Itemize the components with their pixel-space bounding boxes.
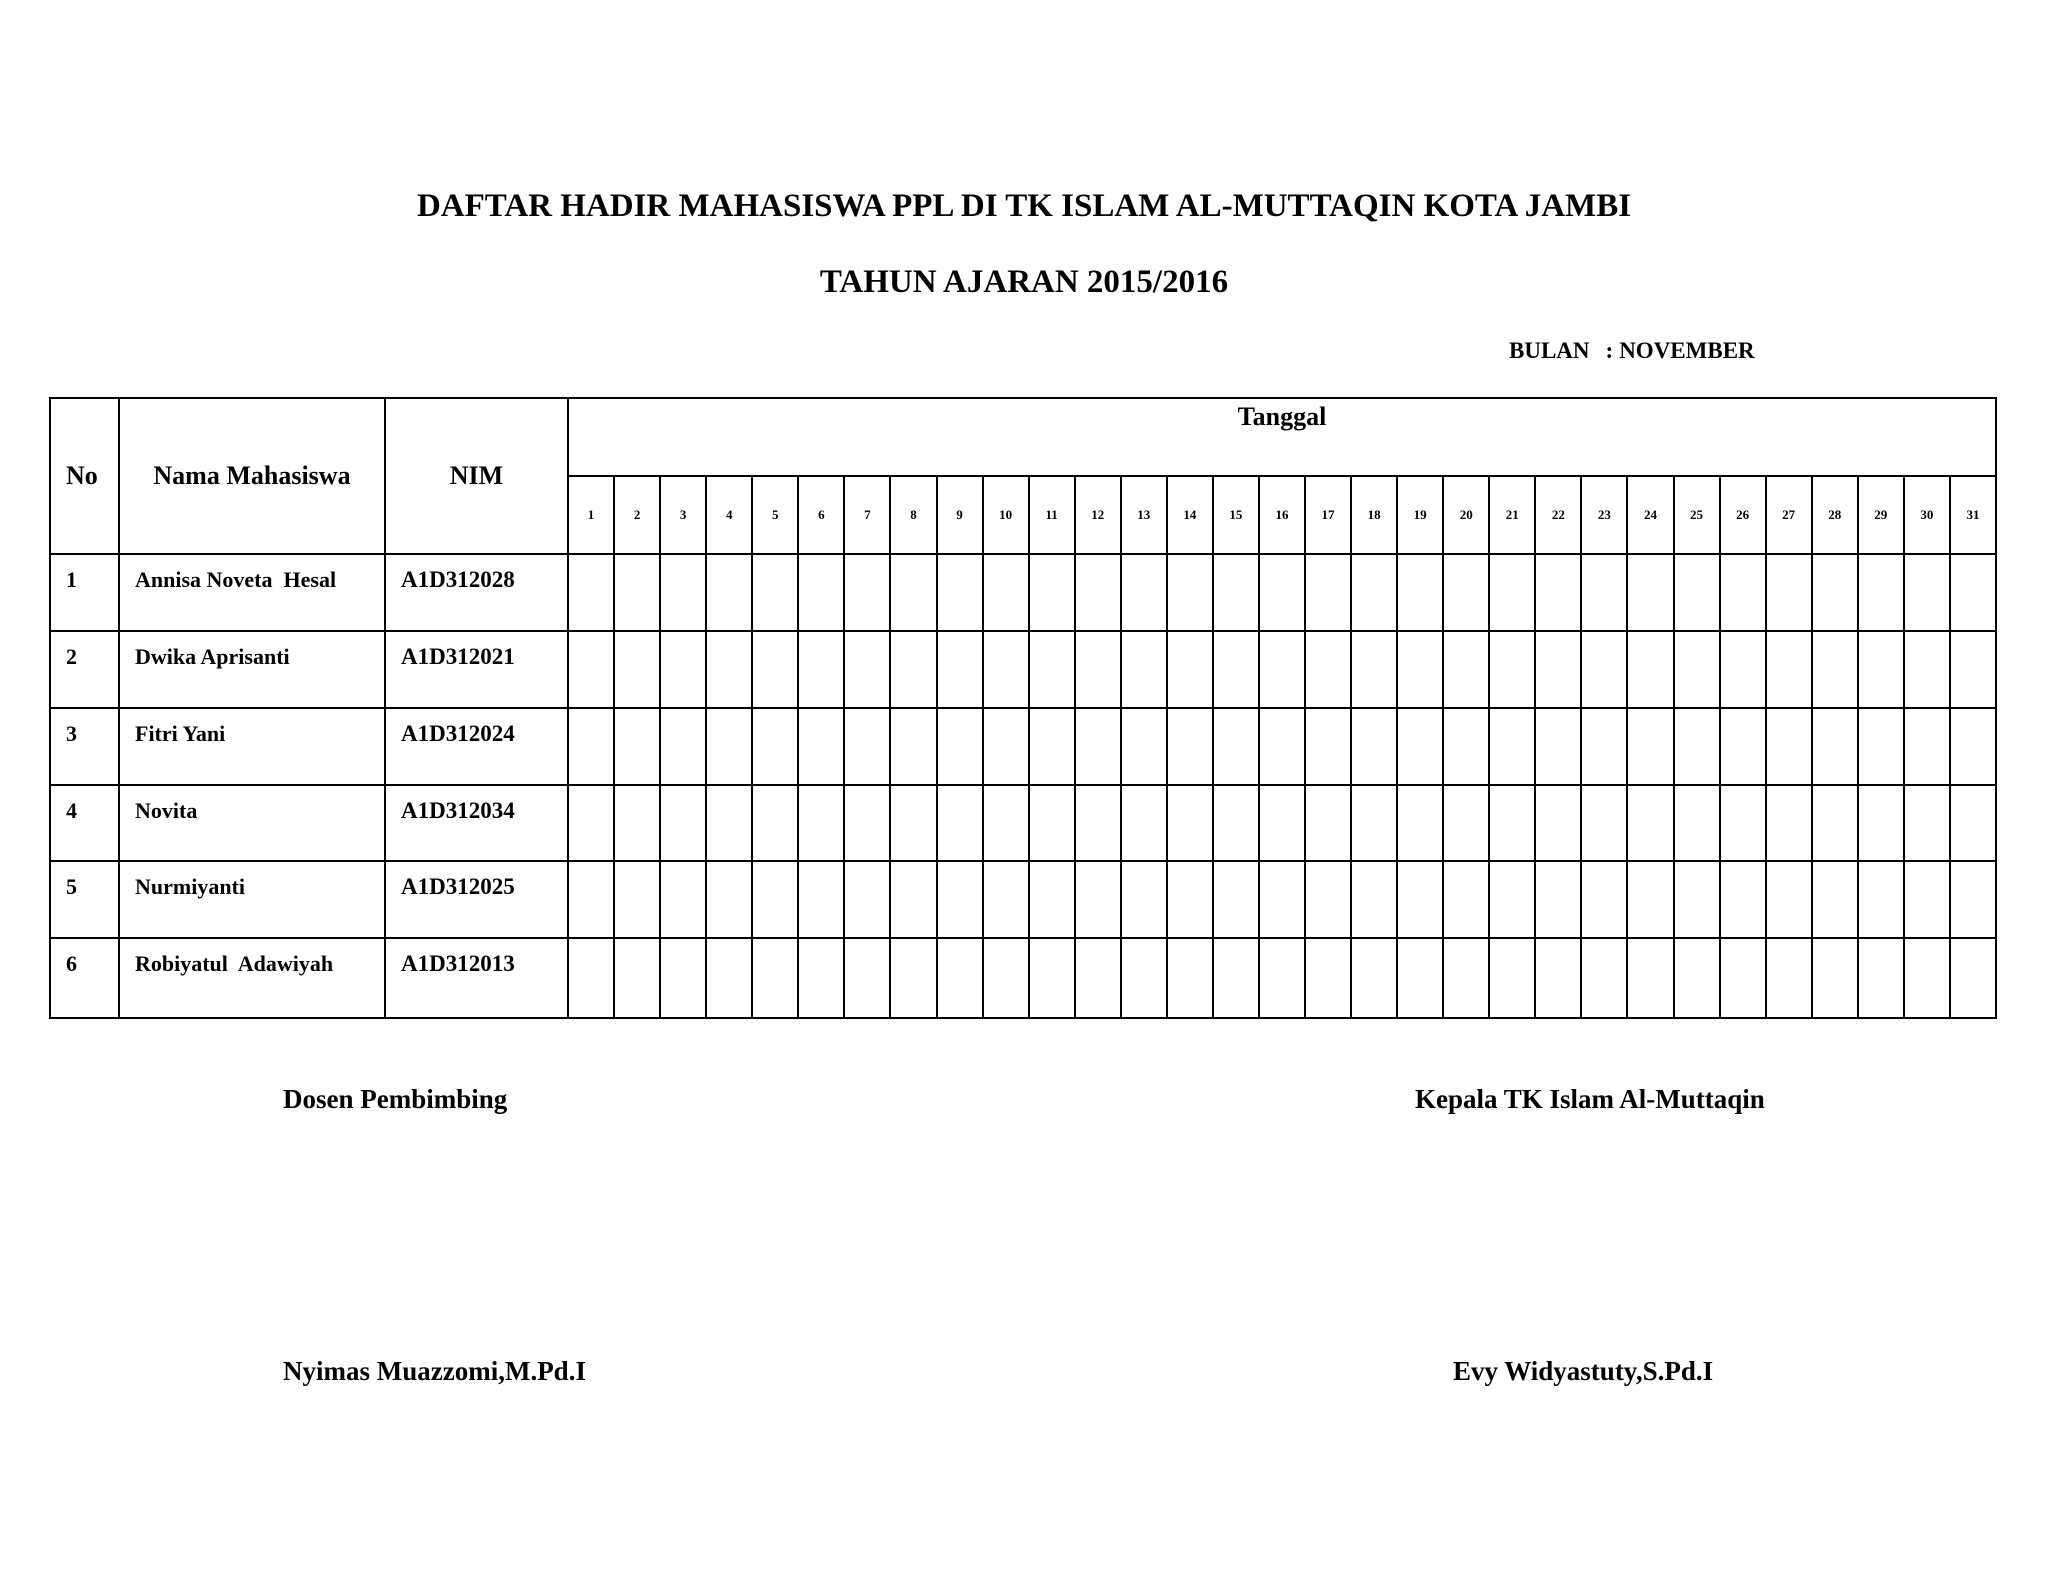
attendance-cell[interactable]: [798, 554, 844, 631]
attendance-cell[interactable]: [1029, 554, 1075, 631]
attendance-cell[interactable]: [798, 785, 844, 861]
attendance-cell[interactable]: [614, 938, 660, 1018]
attendance-cell[interactable]: [1904, 938, 1950, 1018]
attendance-cell[interactable]: [1489, 708, 1535, 785]
attendance-cell[interactable]: [1720, 631, 1766, 708]
day-header: 17: [1305, 476, 1351, 554]
attendance-cell[interactable]: [752, 708, 798, 785]
attendance-cell[interactable]: [1121, 785, 1167, 861]
attendance-cell[interactable]: [1489, 631, 1535, 708]
signature-right-name: Evy Widyastuty,S.Pd.I: [1453, 1356, 1714, 1386]
attendance-cell[interactable]: [1858, 785, 1904, 861]
day-header: 8: [890, 476, 936, 554]
attendance-cell[interactable]: [1075, 631, 1121, 708]
attendance-cell[interactable]: [1904, 631, 1950, 708]
attendance-cell[interactable]: [1950, 631, 1996, 708]
table-row: [50, 938, 1996, 1018]
attendance-cell[interactable]: [1766, 631, 1812, 708]
attendance-cell[interactable]: [1489, 554, 1535, 631]
attendance-cell[interactable]: [1950, 785, 1996, 861]
attendance-cell[interactable]: [844, 708, 890, 785]
attendance-cell[interactable]: [1627, 861, 1673, 938]
attendance-cell[interactable]: [1535, 631, 1581, 708]
month-value: NOVEMBER: [1619, 338, 1755, 363]
day-header: 28: [1812, 476, 1858, 554]
day-header: 15: [1213, 476, 1259, 554]
attendance-cell[interactable]: [660, 554, 706, 631]
attendance-cell[interactable]: [1535, 785, 1581, 861]
attendance-cell[interactable]: [1397, 785, 1443, 861]
document-title: DAFTAR HADIR MAHASISWA PPL DI TK ISLAM AL-MUTTAQIN KOTA JAMBI: [416, 188, 1632, 224]
attendance-cell[interactable]: [1213, 785, 1259, 861]
attendance-cell[interactable]: [568, 708, 614, 785]
attendance-cell[interactable]: [844, 938, 890, 1018]
attendance-cell[interactable]: [1812, 938, 1858, 1018]
attendance-cell[interactable]: [1029, 785, 1075, 861]
attendance-cell[interactable]: [1443, 708, 1489, 785]
attendance-cell[interactable]: [1904, 861, 1950, 938]
attendance-cell[interactable]: [1858, 861, 1904, 938]
attendance-cell[interactable]: [706, 708, 752, 785]
attendance-cell[interactable]: [660, 861, 706, 938]
attendance-cell[interactable]: [1029, 631, 1075, 708]
table-row: [50, 861, 1996, 938]
attendance-cell[interactable]: [1858, 938, 1904, 1018]
attendance-cell[interactable]: [1674, 708, 1720, 785]
attendance-cell[interactable]: [660, 938, 706, 1018]
day-header: 6: [798, 476, 844, 554]
attendance-cell[interactable]: [1766, 785, 1812, 861]
attendance-cell[interactable]: [1029, 861, 1075, 938]
attendance-cell[interactable]: [1720, 554, 1766, 631]
attendance-cell[interactable]: [983, 631, 1029, 708]
attendance-cell[interactable]: [1259, 938, 1305, 1018]
attendance-cell[interactable]: [1075, 554, 1121, 631]
attendance-cell[interactable]: [1766, 554, 1812, 631]
attendance-cell[interactable]: [614, 554, 660, 631]
attendance-cell[interactable]: [1627, 631, 1673, 708]
attendance-cell[interactable]: [983, 708, 1029, 785]
attendance-cell[interactable]: [1489, 785, 1535, 861]
attendance-cell[interactable]: [1351, 861, 1397, 938]
attendance-cell[interactable]: [1950, 554, 1996, 631]
attendance-cell[interactable]: [1259, 785, 1305, 861]
attendance-cell[interactable]: [1167, 861, 1213, 938]
attendance-cell[interactable]: [1858, 554, 1904, 631]
student-nim: A1D312013: [385, 938, 568, 1018]
attendance-cell[interactable]: [890, 708, 936, 785]
student-nim: A1D312024: [385, 708, 568, 785]
attendance-cell[interactable]: [890, 861, 936, 938]
attendance-cell[interactable]: [706, 631, 752, 708]
day-header: 25: [1674, 476, 1720, 554]
attendance-cell[interactable]: [752, 631, 798, 708]
signature-left-role: Dosen Pembimbing: [283, 1084, 508, 1114]
attendance-cell[interactable]: [844, 631, 890, 708]
attendance-cell[interactable]: [1443, 861, 1489, 938]
attendance-cell[interactable]: [1581, 938, 1627, 1018]
day-header: 21: [1489, 476, 1535, 554]
attendance-cell[interactable]: [1674, 631, 1720, 708]
table-row: [50, 631, 1996, 708]
row-number: 1: [50, 554, 119, 631]
attendance-cell[interactable]: [1167, 785, 1213, 861]
student-nim: A1D312021: [385, 631, 568, 708]
attendance-cell[interactable]: [1812, 631, 1858, 708]
table-row: [50, 708, 1996, 785]
attendance-cell[interactable]: [1351, 631, 1397, 708]
day-header: 7: [844, 476, 890, 554]
day-header: 4: [706, 476, 752, 554]
attendance-cell[interactable]: [798, 631, 844, 708]
day-header: 9: [937, 476, 983, 554]
row-number: 6: [50, 938, 119, 1018]
attendance-cell[interactable]: [1489, 861, 1535, 938]
attendance-cell[interactable]: [1674, 785, 1720, 861]
attendance-cell[interactable]: [1443, 554, 1489, 631]
attendance-cell[interactable]: [1812, 861, 1858, 938]
attendance-cell[interactable]: [1351, 708, 1397, 785]
attendance-cell[interactable]: [1305, 938, 1351, 1018]
row-number: 4: [50, 785, 119, 861]
day-header: 18: [1351, 476, 1397, 554]
attendance-cell[interactable]: [1720, 785, 1766, 861]
document-subtitle: TAHUN AJARAN 2015/2016: [819, 264, 1229, 300]
attendance-cell[interactable]: [614, 708, 660, 785]
attendance-cell[interactable]: [568, 631, 614, 708]
day-header: 13: [1121, 476, 1167, 554]
attendance-cell[interactable]: [706, 861, 752, 938]
attendance-cell[interactable]: [937, 554, 983, 631]
attendance-cell[interactable]: [1581, 785, 1627, 861]
attendance-cell[interactable]: [1351, 785, 1397, 861]
attendance-cell[interactable]: [798, 708, 844, 785]
attendance-cell[interactable]: [1674, 554, 1720, 631]
day-header: 19: [1397, 476, 1443, 554]
attendance-cell[interactable]: [1305, 631, 1351, 708]
attendance-cell[interactable]: [1904, 708, 1950, 785]
day-header: 29: [1858, 476, 1904, 554]
day-header: 1: [568, 476, 614, 554]
header-name: Nama Mahasiswa: [119, 398, 385, 554]
attendance-cell[interactable]: [1259, 631, 1305, 708]
attendance-cell[interactable]: [1720, 708, 1766, 785]
attendance-cell[interactable]: [937, 938, 983, 1018]
attendance-cell[interactable]: [1167, 554, 1213, 631]
day-header: 31: [1950, 476, 1996, 554]
attendance-cell[interactable]: [1858, 708, 1904, 785]
attendance-cell[interactable]: [937, 708, 983, 785]
attendance-cell[interactable]: [1029, 708, 1075, 785]
attendance-cell[interactable]: [1443, 785, 1489, 861]
day-header: 2: [614, 476, 660, 554]
attendance-cell[interactable]: [1305, 861, 1351, 938]
attendance-cell[interactable]: [1167, 631, 1213, 708]
attendance-cell[interactable]: [1397, 938, 1443, 1018]
day-header: 5: [752, 476, 798, 554]
attendance-cell[interactable]: [1121, 554, 1167, 631]
row-number: 3: [50, 708, 119, 785]
attendance-cell[interactable]: [706, 938, 752, 1018]
signature-right-role: Kepala TK Islam Al-Muttaqin: [1415, 1084, 1765, 1114]
day-header: 30: [1904, 476, 1950, 554]
attendance-cell[interactable]: [706, 554, 752, 631]
attendance-cell[interactable]: [752, 785, 798, 861]
attendance-cell[interactable]: [568, 861, 614, 938]
attendance-cell[interactable]: [798, 861, 844, 938]
attendance-cell[interactable]: [983, 554, 1029, 631]
attendance-cell[interactable]: [1029, 938, 1075, 1018]
attendance-cell[interactable]: [890, 631, 936, 708]
attendance-cell[interactable]: [1535, 861, 1581, 938]
attendance-cell[interactable]: [1812, 554, 1858, 631]
day-header: 22: [1535, 476, 1581, 554]
attendance-cell[interactable]: [1766, 861, 1812, 938]
attendance-cell[interactable]: [1674, 938, 1720, 1018]
attendance-cell[interactable]: [1766, 938, 1812, 1018]
table-row: [50, 554, 1996, 631]
attendance-cell[interactable]: [568, 938, 614, 1018]
attendance-cell[interactable]: [1581, 631, 1627, 708]
attendance-cell[interactable]: [1121, 938, 1167, 1018]
attendance-cell[interactable]: [660, 631, 706, 708]
student-name: Annisa Noveta Hesal: [119, 554, 385, 631]
attendance-cell[interactable]: [1213, 938, 1259, 1018]
student-name: Fitri Yani: [119, 708, 385, 785]
attendance-cell[interactable]: [614, 861, 660, 938]
attendance-cell[interactable]: [1397, 554, 1443, 631]
student-nim: A1D312034: [385, 785, 568, 861]
attendance-cell[interactable]: [1720, 938, 1766, 1018]
attendance-cell[interactable]: [568, 554, 614, 631]
attendance-table: [49, 397, 1997, 1019]
attendance-cell[interactable]: [1535, 554, 1581, 631]
attendance-cell[interactable]: [1858, 631, 1904, 708]
attendance-cell[interactable]: [1075, 708, 1121, 785]
attendance-cell[interactable]: [1581, 708, 1627, 785]
attendance-cell[interactable]: [937, 861, 983, 938]
attendance-cell[interactable]: [844, 861, 890, 938]
attendance-cell[interactable]: [1397, 631, 1443, 708]
day-header: 10: [983, 476, 1029, 554]
attendance-cell[interactable]: [1259, 861, 1305, 938]
day-header: 24: [1627, 476, 1673, 554]
attendance-cell[interactable]: [706, 785, 752, 861]
header-tanggal: Tanggal: [568, 398, 1996, 476]
attendance-cell[interactable]: [1627, 938, 1673, 1018]
day-header: 26: [1720, 476, 1766, 554]
attendance-cell[interactable]: [1305, 708, 1351, 785]
attendance-cell[interactable]: [1397, 708, 1443, 785]
attendance-cell[interactable]: [1904, 785, 1950, 861]
attendance-cell[interactable]: [1581, 861, 1627, 938]
header-nim: NIM: [385, 398, 568, 554]
student-name: Robiyatul Adawiyah: [119, 938, 385, 1018]
attendance-cell[interactable]: [660, 785, 706, 861]
header-no: No: [50, 398, 119, 554]
attendance-cell[interactable]: [1167, 708, 1213, 785]
student-nim: A1D312028: [385, 554, 568, 631]
attendance-cell[interactable]: [1812, 708, 1858, 785]
attendance-cell[interactable]: [1167, 938, 1213, 1018]
attendance-cell[interactable]: [752, 938, 798, 1018]
attendance-cell[interactable]: [890, 938, 936, 1018]
row-number: 5: [50, 861, 119, 938]
attendance-cell[interactable]: [1305, 785, 1351, 861]
attendance-cell[interactable]: [1535, 708, 1581, 785]
day-header: 27: [1766, 476, 1812, 554]
month-separator: :: [1605, 338, 1614, 363]
month-label: BULAN: [1509, 338, 1590, 363]
attendance-cell[interactable]: [1950, 708, 1996, 785]
attendance-cell[interactable]: [844, 554, 890, 631]
attendance-cell[interactable]: [614, 631, 660, 708]
attendance-cell[interactable]: [1443, 631, 1489, 708]
attendance-cell[interactable]: [752, 554, 798, 631]
attendance-cell[interactable]: [890, 554, 936, 631]
attendance-cell[interactable]: [1627, 554, 1673, 631]
attendance-cell[interactable]: [1213, 861, 1259, 938]
attendance-cell[interactable]: [1213, 554, 1259, 631]
attendance-cell[interactable]: [1627, 785, 1673, 861]
attendance-cell[interactable]: [1489, 938, 1535, 1018]
attendance-cell[interactable]: [1950, 861, 1996, 938]
attendance-cell[interactable]: [983, 938, 1029, 1018]
attendance-cell[interactable]: [844, 785, 890, 861]
attendance-cell[interactable]: [568, 785, 614, 861]
student-name: Dwika Aprisanti: [119, 631, 385, 708]
attendance-cell[interactable]: [1259, 554, 1305, 631]
attendance-cell[interactable]: [614, 785, 660, 861]
day-header: 12: [1075, 476, 1121, 554]
attendance-cell[interactable]: [1904, 554, 1950, 631]
row-number: 2: [50, 631, 119, 708]
attendance-cell[interactable]: [1075, 861, 1121, 938]
attendance-cell[interactable]: [1351, 938, 1397, 1018]
student-nim: A1D312025: [385, 861, 568, 938]
day-header: 11: [1029, 476, 1075, 554]
attendance-cell[interactable]: [1397, 861, 1443, 938]
attendance-cell[interactable]: [1121, 631, 1167, 708]
day-header: 14: [1167, 476, 1213, 554]
attendance-cell[interactable]: [1950, 938, 1996, 1018]
attendance-cell[interactable]: [1121, 861, 1167, 938]
attendance-cell[interactable]: [1766, 708, 1812, 785]
attendance-cell[interactable]: [1121, 708, 1167, 785]
signature-left-name: Nyimas Muazzomi,M.Pd.I: [283, 1356, 586, 1386]
attendance-cell[interactable]: [937, 785, 983, 861]
attendance-cell[interactable]: [1627, 708, 1673, 785]
attendance-cell[interactable]: [1674, 861, 1720, 938]
attendance-cell[interactable]: [1581, 554, 1627, 631]
day-header: 16: [1259, 476, 1305, 554]
attendance-cell[interactable]: [752, 861, 798, 938]
attendance-cell[interactable]: [1259, 708, 1305, 785]
attendance-cell[interactable]: [798, 938, 844, 1018]
attendance-cell[interactable]: [1535, 938, 1581, 1018]
student-name: Nurmiyanti: [119, 861, 385, 938]
month-line: [1509, 338, 1755, 364]
attendance-cell[interactable]: [983, 861, 1029, 938]
attendance-cell[interactable]: [1720, 861, 1766, 938]
day-header: 3: [660, 476, 706, 554]
attendance-cell[interactable]: [1351, 554, 1397, 631]
attendance-cell[interactable]: [937, 631, 983, 708]
attendance-cell[interactable]: [1443, 938, 1489, 1018]
attendance-cell[interactable]: [660, 708, 706, 785]
attendance-cell[interactable]: [1305, 554, 1351, 631]
student-name: Novita: [119, 785, 385, 861]
attendance-cell[interactable]: [1213, 708, 1259, 785]
attendance-cell[interactable]: [1075, 785, 1121, 861]
attendance-cell[interactable]: [1812, 785, 1858, 861]
day-header: 20: [1443, 476, 1489, 554]
attendance-cell[interactable]: [1075, 938, 1121, 1018]
day-header: 23: [1581, 476, 1627, 554]
attendance-cell[interactable]: [890, 785, 936, 861]
attendance-cell[interactable]: [983, 785, 1029, 861]
attendance-cell[interactable]: [1213, 631, 1259, 708]
table-row: [50, 785, 1996, 861]
